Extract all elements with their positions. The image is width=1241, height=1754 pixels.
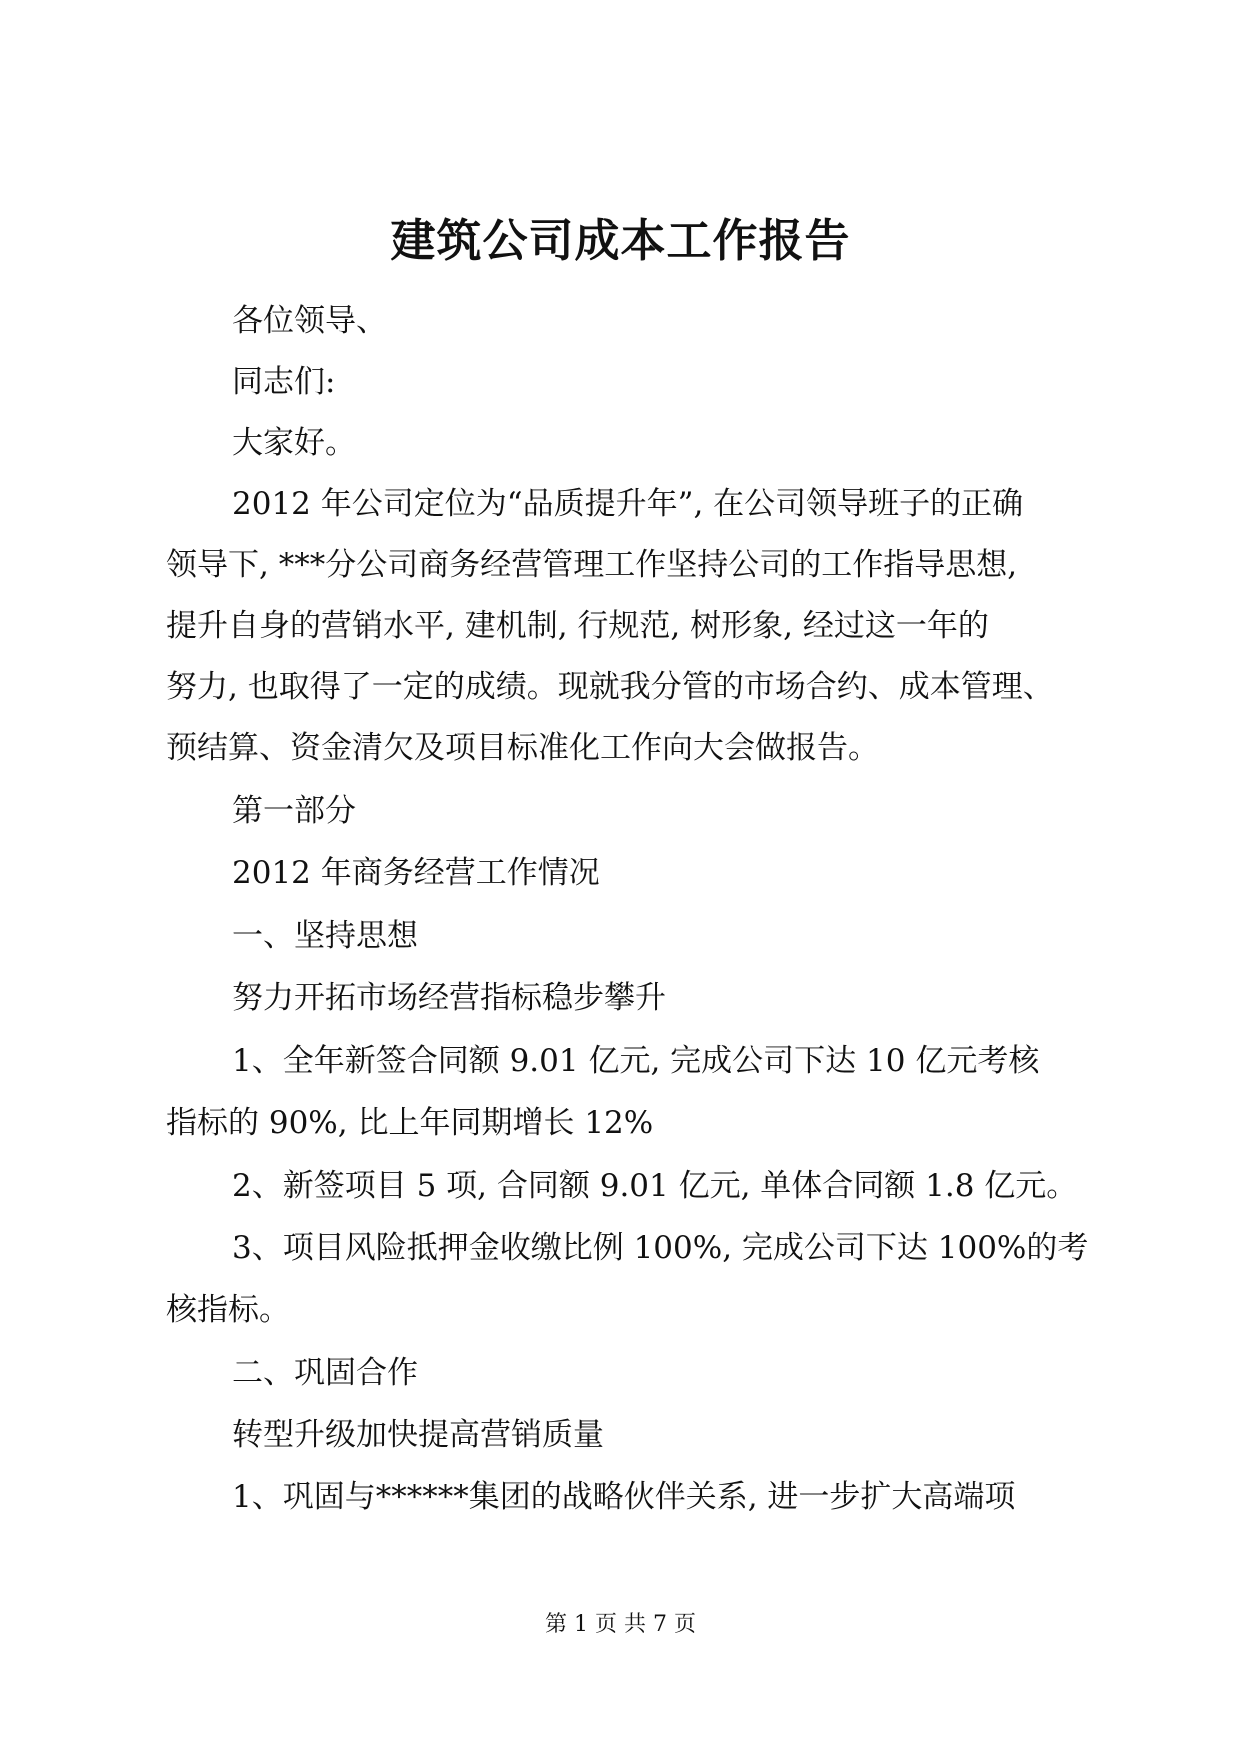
subsection-subheading: 转型升级加快提高营销质量 — [232, 1417, 604, 1453]
subsection-subheading: 努力开拓市场经营指标稳步攀升 — [232, 980, 666, 1016]
section-heading: 第一部分 — [232, 793, 356, 829]
subsection-heading: 二、巩固合作 — [232, 1355, 418, 1391]
body-line: 3、项目风险抵押金收缴比例 100%, 完成公司下达 100%的考 — [232, 1230, 1089, 1266]
body-line: 努力, 也取得了一定的成绩。现就我分管的市场合约、成本管理、 — [166, 669, 1054, 705]
body-line: 1、巩固与******集团的战略伙伴关系, 进一步扩大高端项 — [232, 1479, 1016, 1515]
body-line: 预结算、资金清欠及项目标准化工作向大会做报告。 — [166, 730, 879, 766]
body-line: 各位领导、 — [232, 303, 387, 339]
subsection-heading: 一、坚持思想 — [232, 918, 418, 954]
page-number: 第 1 页 共 7 页 — [545, 1612, 696, 1637]
body-line: 同志们: — [232, 364, 336, 400]
section-subheading: 2012 年商务经营工作情况 — [232, 855, 600, 891]
page-footer — [0, 1614, 1241, 1636]
body-line: 指标的 90%, 比上年同期增长 12% — [166, 1105, 654, 1141]
body-line: 提升自身的营销水平, 建机制, 行规范, 树形象, 经过这一年的 — [166, 608, 989, 644]
body-line: 核指标。 — [166, 1292, 290, 1328]
body-line: 大家好。 — [232, 425, 356, 461]
body-line: 2、新签项目 5 项, 合同额 9.01 亿元, 单体合同额 1.8 亿元。 — [232, 1168, 1078, 1204]
body-line: 领导下, ***分公司商务经营管理工作坚持公司的工作指导思想, — [166, 547, 1018, 583]
body-line: 1、全年新签合同额 9.01 亿元, 完成公司下达 10 亿元考核 — [232, 1043, 1040, 1079]
body-line: 2012 年公司定位为“品质提升年”, 在公司领导班子的正确 — [232, 486, 1024, 522]
document-title: 建筑公司成本工作报告 — [390, 214, 851, 267]
